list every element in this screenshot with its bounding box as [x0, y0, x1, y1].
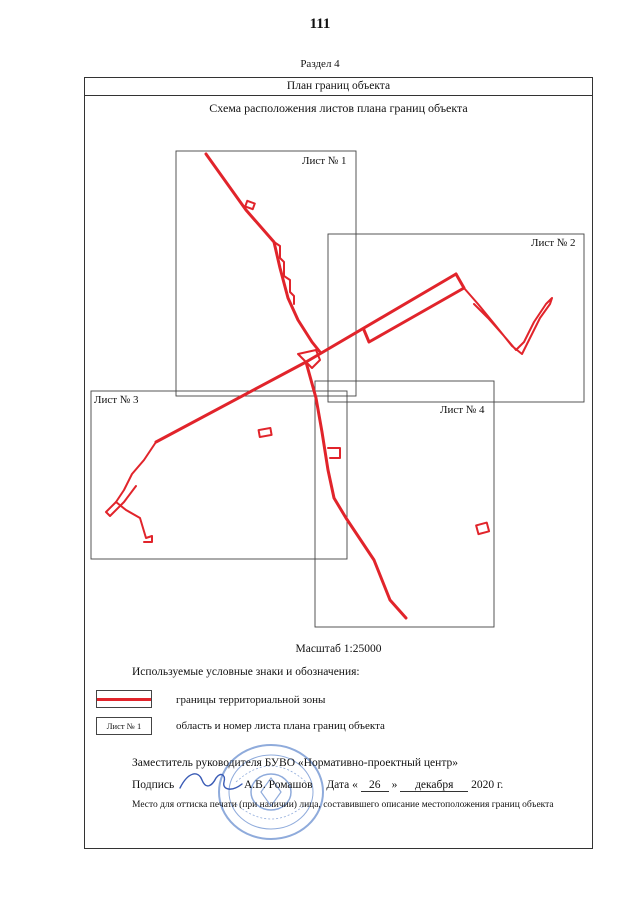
date-year: 2020 г. [471, 779, 504, 791]
legend-title: Используемые условные знаки и обозначения: [132, 666, 360, 678]
zone-boundary-south-parcel [328, 448, 340, 458]
sheet-2-label: Лист № 2 [531, 237, 576, 249]
sheet-1-rect [176, 151, 356, 396]
sheet-layout-map [84, 140, 593, 635]
sheet-2-rect [328, 234, 584, 402]
sign-label: Подпись [132, 779, 175, 791]
zone-boundary-west [106, 442, 156, 516]
zone-parcel-small-1 [245, 201, 255, 209]
zone-boundary-south [306, 362, 406, 618]
sheet-4-rect [315, 381, 494, 627]
zone-boundary-east-branch [464, 288, 552, 354]
sheet-3-label: Лист № 3 [94, 394, 139, 406]
legend-zone-text: границы территориальной зоны [176, 694, 326, 706]
zone-parcel-small-3 [476, 523, 489, 535]
frame-divider [85, 95, 592, 96]
sheet-4-label: Лист № 4 [440, 404, 485, 416]
date-mid: » [391, 779, 398, 791]
zone-boundary-east [364, 274, 464, 342]
signature-row [132, 779, 503, 792]
zone-parcel-small-2 [259, 428, 272, 437]
scale-text: Масштаб 1:25000 [295, 643, 382, 655]
legend-sheet-text: область и номер листа плана границ объекта [176, 720, 385, 732]
zone-boundary-west-parcel [116, 502, 152, 542]
zone-boundary-main-road [156, 274, 456, 442]
section-label: Раздел 4 [300, 58, 340, 70]
signatory-position: Заместитель руководителя БУВО «Нормативно-проектный центр» [132, 757, 458, 769]
sheet-1-label: Лист № 1 [302, 155, 347, 167]
date-month: декабря [400, 779, 468, 792]
legend-zone-symbol [96, 690, 152, 708]
scheme-title: Схема расположения листов плана границ объекта [209, 101, 468, 115]
date-label: Дата « [326, 779, 358, 791]
plan-title: План границ объекта [286, 80, 391, 92]
date-day: 26 [361, 779, 389, 792]
legend-zone-line [97, 698, 151, 701]
sheet-3-rect [91, 391, 347, 559]
legend-sheet-symbol: Лист № 1 [96, 717, 152, 735]
page-number: 111 [309, 16, 331, 32]
signatory-name: А.В. Ромашов [243, 779, 313, 791]
stamp-note: Место для оттиска печати (при наличии) лица, составившего описание местоположения границ объекта [132, 800, 554, 810]
zone-boundary-north [206, 154, 320, 352]
